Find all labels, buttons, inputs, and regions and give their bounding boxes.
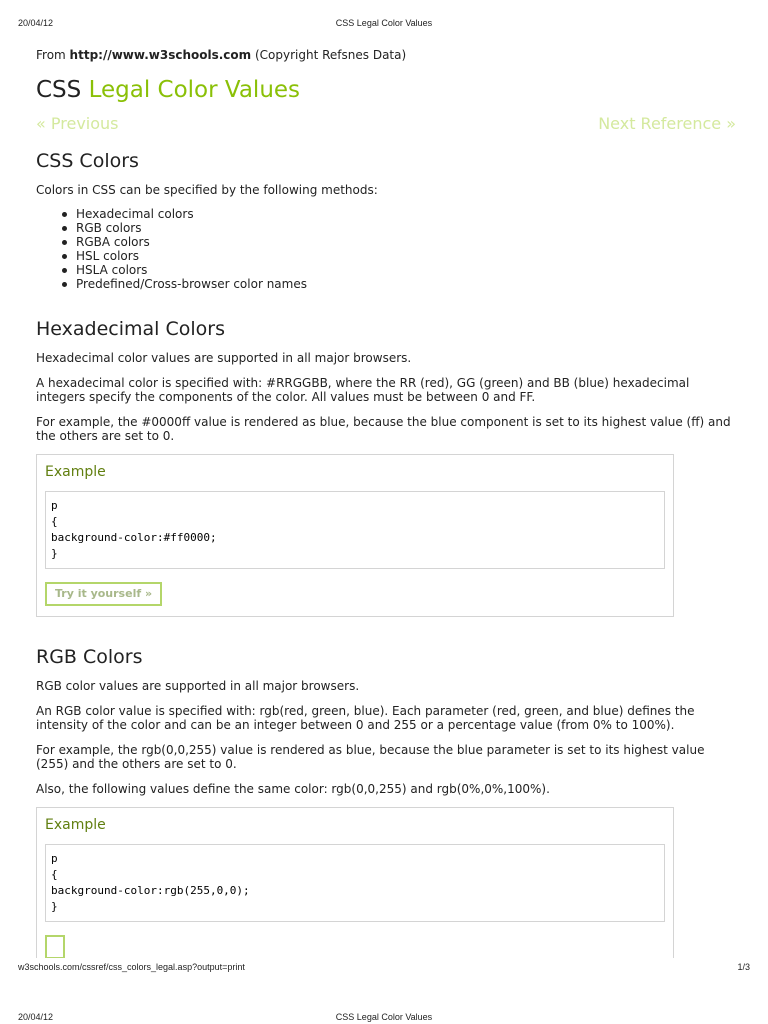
rgb-example-text: For example, the rgb(0,0,255) value is rendered as blue, because the blue parameter is set to its highest value (255) and the others are set to 0.: [36, 743, 705, 771]
rgb-example-box: [36, 807, 674, 958]
css-colors-intro: Colors in CSS can be specified by the following methods:: [36, 183, 378, 197]
hex-example-text: For example, the #0000ff value is rendered as blue, because the blue component is set to its highest value (ff) and the others are set to 0.: [36, 415, 731, 443]
section-title-css-colors: CSS Colors: [36, 150, 139, 172]
hex-example-box: [36, 454, 674, 617]
print-date: 20/04/12: [18, 18, 54, 28]
hex-spec-text: A hexadecimal color is specified with: #RRGGBB, where the RR (red), GG (green) and BB (blue) hexadecimal integers specify the components of the color. All values must be between 0 and FF.: [36, 376, 690, 404]
section-title-hexadecimal: Hexadecimal Colors: [36, 318, 225, 340]
print-title: CSS Legal Color Values: [335, 1012, 433, 1022]
print-footer: [0, 962, 768, 976]
source-copyright: (Copyright Refsnes Data): [251, 48, 407, 62]
print-url: w3schools.com/cssref/css_colors_legal.asp?output=print: [18, 962, 245, 972]
example-title: Example: [45, 464, 106, 480]
rgb-support-text: RGB color values are supported in all major browsers.: [36, 679, 360, 693]
page-title-prefix: CSS: [36, 77, 89, 103]
rgb-equivalence-text: Also, the following values define the same color: rgb(0,0,255) and rgb(0%,0%,100%).: [36, 782, 550, 796]
next-reference-link[interactable]: Next Reference »: [598, 114, 736, 133]
print-date: 20/04/12: [18, 1012, 54, 1022]
print-header-next-page: [0, 1012, 768, 1024]
reference-nav: [36, 113, 736, 135]
print-page-number: 1/3: [737, 962, 750, 972]
page-content: [36, 46, 736, 958]
rgb-code-sample: p { background-color:rgb(255,0,0); }: [45, 844, 665, 922]
page-title-accent: Legal Color Values: [88, 77, 301, 103]
section-title-rgb: RGB Colors: [36, 646, 143, 668]
print-header: [0, 18, 768, 32]
rgb-spec-text: An RGB color value is specified with: rgb(red, green, blue). Each parameter (red, green, and blue) defines the intensity of the color and can be an integer between 0 and 255 or a percentage value (from 0% to 100%).: [36, 704, 695, 732]
list-item: RGB colors: [76, 221, 736, 235]
example-title: Example: [45, 817, 106, 833]
hex-support-text: Hexadecimal color values are supported in all major browsers.: [36, 351, 412, 365]
list-item: Hexadecimal colors: [76, 207, 736, 221]
try-it-yourself-button[interactable]: [45, 935, 65, 958]
list-item: Predefined/Cross-browser color names: [76, 277, 736, 291]
list-item: HSLA colors: [76, 263, 736, 277]
print-title: CSS Legal Color Values: [335, 18, 433, 28]
try-it-yourself-button[interactable]: Try it yourself »: [45, 582, 162, 606]
page-title: [36, 75, 736, 105]
source-line: [36, 46, 736, 64]
source-prefix: From: [36, 48, 70, 62]
hex-code-sample: p { background-color:#ff0000; }: [45, 491, 665, 569]
list-item: HSL colors: [76, 249, 736, 263]
color-methods-list: [76, 207, 736, 291]
previous-link[interactable]: « Previous: [36, 114, 119, 133]
source-site-link[interactable]: http://www.w3schools.com: [69, 48, 252, 62]
list-item: RGBA colors: [76, 235, 736, 249]
